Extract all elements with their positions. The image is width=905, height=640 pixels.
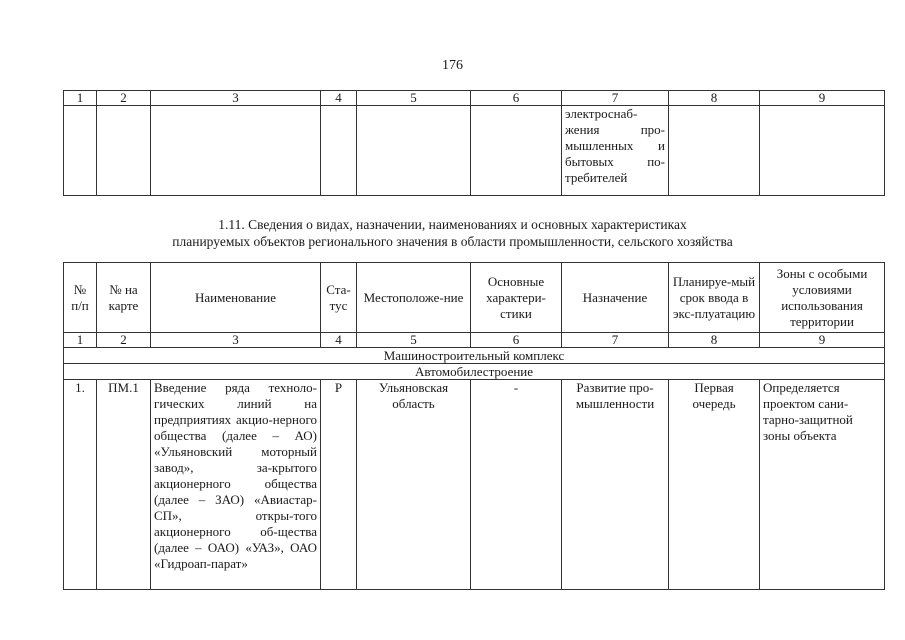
location: Ульяновская область: [357, 380, 471, 590]
continued-table: [63, 90, 885, 196]
subsection-title: Автомобилестроение: [64, 364, 885, 380]
col-num: 6: [471, 333, 562, 348]
header-cell: Наименование: [151, 263, 321, 333]
col-num: 1: [64, 333, 97, 348]
col-num: 8: [669, 91, 760, 106]
subsection-row: [64, 364, 885, 380]
special-zones: Определяется проектом сани-тарно-защитной зоны объекта: [760, 380, 885, 590]
col-num: 7: [562, 333, 669, 348]
column-number-row: [64, 91, 885, 106]
col-num: 2: [97, 91, 151, 106]
header-cell: Зоны с особыми условиями использования территории: [760, 263, 885, 333]
row-number: 1.: [64, 380, 97, 590]
header-cell: Назначение: [562, 263, 669, 333]
purpose: Развитие про-мышленности: [562, 380, 669, 590]
table-row: [64, 380, 885, 590]
status: Р: [321, 380, 357, 590]
header-cell: № п/п: [64, 263, 97, 333]
continuation-row: [64, 106, 885, 196]
col-num: 9: [760, 91, 885, 106]
col-num: 4: [321, 91, 357, 106]
col-num: 5: [357, 91, 471, 106]
commissioning-term: Первая очередь: [669, 380, 760, 590]
section-title: Машиностроительный комплекс: [64, 348, 885, 364]
header-row: [64, 263, 885, 333]
caption-line-2: планируемых объектов регионального значения в области промышленности, сельского хозяйства: [172, 234, 733, 249]
col-num: 3: [151, 333, 321, 348]
continuation-cell: электроснаб-жения про-мышленных и бытовых по-требителей: [562, 106, 669, 196]
main-table: [63, 262, 885, 590]
caption-line-1: 1.11. Сведения о видах, назначении, наименованиях и основных характеристиках: [218, 217, 687, 232]
header-cell: № на карте: [97, 263, 151, 333]
col-num: 8: [669, 333, 760, 348]
column-number-row: [64, 333, 885, 348]
page-number: 176: [442, 58, 463, 73]
col-num: 4: [321, 333, 357, 348]
header-cell: Местоположе-ние: [357, 263, 471, 333]
characteristics: -: [471, 380, 562, 590]
col-num: 6: [471, 91, 562, 106]
header-cell: Основные характери-стики: [471, 263, 562, 333]
header-cell: Ста-тус: [321, 263, 357, 333]
col-num: 3: [151, 91, 321, 106]
section-row: [64, 348, 885, 364]
col-num: 5: [357, 333, 471, 348]
object-name: Введение ряда техноло-гических линий на предприятиях акцио-нерного общества (далее – АО) «Ульяновский моторный завод», за-крытого акционерного общества (далее – ЗАО) «Авиастар-СП», откры-того акционерного об-щества (далее – ОАО) «УАЗ», ОАО «Гидроап-парат»: [151, 380, 321, 590]
col-num: 7: [562, 91, 669, 106]
header-cell: Планируе-мый срок ввода в экс-плуатацию: [669, 263, 760, 333]
map-code: ПМ.1: [97, 380, 151, 590]
col-num: 1: [64, 91, 97, 106]
col-num: 9: [760, 333, 885, 348]
col-num: 2: [97, 333, 151, 348]
table-caption: [0, 216, 905, 250]
